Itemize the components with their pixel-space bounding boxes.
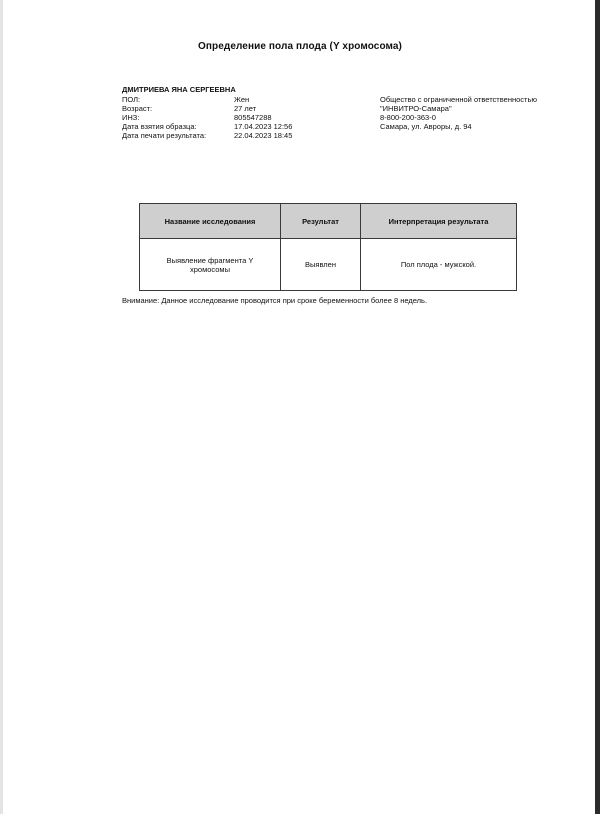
pregnancy-note: Внимание: Данное исследование проводится при сроке беременности более 8 недель. bbox=[122, 296, 428, 305]
sample-date-label: Дата взятия образца: bbox=[122, 122, 197, 131]
results-table bbox=[139, 203, 517, 291]
print-date-value: 22.04.2023 18:45 bbox=[234, 131, 293, 140]
print-date-label: Дата печати результата: bbox=[122, 131, 207, 140]
header-test-name: Название исследования bbox=[140, 204, 281, 239]
patient-age-label: Возраст: bbox=[122, 104, 153, 113]
results-header-row bbox=[140, 204, 517, 239]
patient-age-row bbox=[122, 104, 256, 113]
table-row bbox=[140, 239, 517, 291]
page-left-edge bbox=[0, 0, 3, 814]
patient-sex-value: Жен bbox=[234, 95, 250, 104]
sample-date-value: 17.04.2023 12:56 bbox=[234, 122, 293, 131]
patient-inz-row bbox=[122, 113, 272, 122]
header-result: Результат bbox=[281, 204, 361, 239]
sample-date-row bbox=[122, 122, 292, 131]
lab-address: Самара, ул. Авроры, д. 94 bbox=[380, 122, 472, 131]
lab-company-name: "ИНВИТРО-Самара" bbox=[380, 104, 452, 113]
cell-test-name: Выявление фрагмента Y хромосомы bbox=[140, 239, 281, 291]
patient-sex-label: ПОЛ: bbox=[122, 95, 141, 104]
patient-inz-label: ИНЗ: bbox=[122, 113, 140, 122]
patient-sex-row bbox=[122, 95, 249, 104]
cell-interpretation: Пол плода - мужской. bbox=[361, 239, 517, 291]
document-title: Определение пола плода (Y хромосома) bbox=[197, 41, 402, 52]
header-interpretation: Интерпретация результата bbox=[361, 204, 517, 239]
patient-age-value: 27 лет bbox=[234, 104, 257, 113]
patient-inz-value: 805547288 bbox=[234, 113, 272, 122]
cell-result: Выявлен bbox=[281, 239, 361, 291]
patient-name: ДМИТРИЕВА ЯНА СЕРГЕЕВНА bbox=[122, 85, 236, 94]
page-right-edge bbox=[595, 0, 600, 814]
print-date-row bbox=[122, 131, 292, 140]
lab-phone: 8-800-200-363-0 bbox=[380, 113, 436, 122]
lab-company-type: Общество с ограниченной ответственностью bbox=[380, 95, 537, 104]
